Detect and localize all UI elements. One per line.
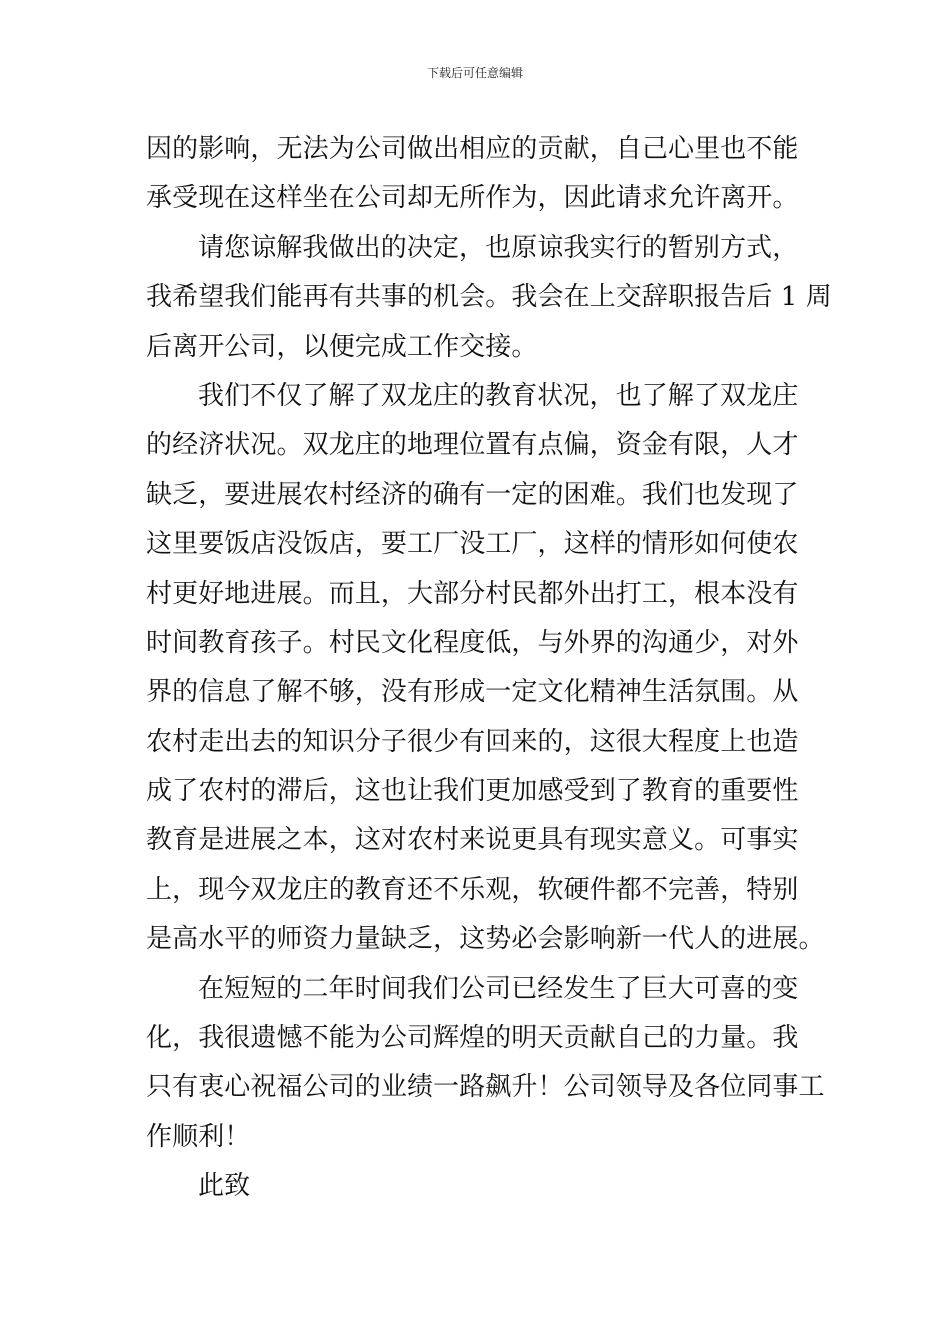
text-line: 化，我很遗憾不能为公司辉煌的明天贡献自己的力量。我 [146, 1023, 799, 1054]
paragraph-start-line: 在短短的二年时间我们公司已经发生了巨大可喜的变 [198, 973, 799, 1004]
text-line: 的经济状况。双龙庄的地理位置有点偏，资金有限，人才 [146, 430, 799, 461]
text-line: 承受现在这样坐在公司却无所作为，因此请求允许离开。 [146, 183, 799, 214]
closing-salutation: 此致 [198, 1171, 251, 1202]
text-line: 因的影响，无法为公司做出相应的贡献，自己心里也不能 [146, 134, 799, 164]
paragraph-start-line: 请您谅解我做出的决定，也原谅我实行的暂别方式， [198, 232, 799, 263]
text-line: 成了农村的滞后，这也让我们更加感受到了教育的重要性 [146, 776, 799, 807]
text-line: 上，现今双龙庄的教育还不乐观，软硬件都不完善，特别 [146, 874, 799, 905]
text-line: 村更好地进展。而且，大部分村民都外出打工，根本没有 [146, 578, 799, 609]
text-line: 缺乏，要进展农村经济的确有一定的困难。我们也发现了 [146, 479, 799, 510]
text-line: 后离开公司，以便完成工作交接。 [146, 331, 538, 362]
text-line: 这里要饭店没饭店，要工厂没工厂，这样的情形如何使农 [146, 529, 799, 560]
text-line: 界的信息了解不够，没有形成一定文化精神生活氛围。从 [146, 677, 799, 708]
text-line: 时间教育孩子。村民文化程度低，与外界的沟通少，对外 [146, 627, 799, 658]
paragraph-start-line: 我们不仅了解了双龙庄的教育状况，也了解了双龙庄 [198, 380, 799, 411]
text-line: 我希望我们能再有共事的机会。我会在上交辞职报告后 1 周 [146, 282, 832, 313]
text-line: 教育是进展之本，这对农村来说更具有现实意义。可事实 [146, 825, 799, 856]
document-body [146, 125, 832, 1212]
text-line: 只有衷心祝福公司的业绩一路飙升！公司领导及各位同事工 [146, 1072, 825, 1103]
text-line: 作顺利！ [146, 1121, 251, 1152]
text-line: 是高水平的师资力量缺乏，这势必会影响新一代人的进展。 [146, 924, 825, 955]
text-line: 农村走出去的知识分子很少有回来的，这很大程度上也造 [146, 726, 799, 757]
page-header: 下载后可任意编辑 [426, 66, 523, 80]
